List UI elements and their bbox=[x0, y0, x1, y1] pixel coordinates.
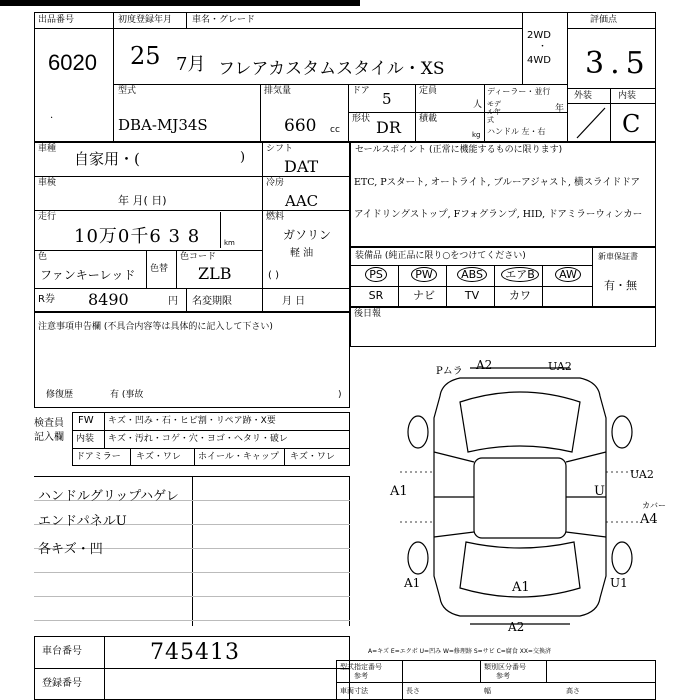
use-close: ) bbox=[240, 150, 246, 165]
interior-value: C bbox=[622, 110, 641, 138]
width-label: 幅 bbox=[484, 687, 491, 695]
mark-top-left: Pムラ bbox=[436, 366, 463, 377]
model-label: 車名・グレード bbox=[192, 15, 256, 25]
mirror-label: ドアミラー bbox=[76, 452, 121, 462]
first-reg-month: 7月 bbox=[176, 54, 206, 75]
equipment-abs: ABS bbox=[448, 268, 496, 282]
equipment-pw: PW bbox=[400, 268, 448, 282]
drive-2wd: 2WD bbox=[527, 30, 551, 41]
handle-label: ハンドル 左・右 bbox=[487, 127, 546, 136]
fuel-value: ガソリン bbox=[283, 228, 332, 242]
wheel-text: キズ・ワレ bbox=[290, 452, 335, 462]
mark-right3: A4 bbox=[640, 512, 658, 527]
new-car-value: 有・無 bbox=[604, 279, 637, 292]
recycle-value: 8490 bbox=[88, 290, 129, 309]
shift-label: シフト bbox=[266, 144, 294, 154]
equipment-tv: TV bbox=[464, 289, 480, 302]
equipment-ps: PS bbox=[352, 268, 400, 282]
shape-value: DR bbox=[376, 118, 401, 137]
equipment-divider bbox=[446, 265, 447, 307]
mark-bottom-left: A1 bbox=[404, 576, 421, 590]
legend: A=キズ E=エクボ U=凹み W=修理跡 S=サビ C=腐食 XX=交換済 bbox=[368, 648, 551, 655]
chassis-label: 車台番号 bbox=[42, 646, 82, 657]
interior-ins-text: キズ・汚れ・コゲ・穴・ヨゴ・ヘタリ・破レ bbox=[108, 434, 288, 444]
mileage-unit: km bbox=[224, 239, 235, 247]
interior-ins-label: 内装 bbox=[76, 434, 95, 444]
equipment-sr: SR bbox=[368, 289, 384, 302]
mileage-label: 走行 bbox=[38, 212, 57, 222]
chassis-value: 745413 bbox=[150, 640, 240, 665]
length-label: 長さ bbox=[406, 687, 420, 695]
inspection-value: 年 月( 日) bbox=[118, 194, 167, 207]
type-cert-sub: 参考 bbox=[354, 672, 368, 680]
equipment-label: 装備品 (純正品に限り○をつけてください) bbox=[355, 251, 526, 261]
shift-value: DAT bbox=[284, 157, 319, 176]
repair-close: ) bbox=[338, 390, 342, 400]
fuel-label: 燃料 bbox=[266, 212, 285, 222]
color-code-value: ZLB bbox=[198, 264, 232, 283]
fuel-paren: ( ) bbox=[268, 270, 279, 281]
capacity-label: 定員 bbox=[419, 86, 438, 96]
displacement-value: 660 bbox=[284, 116, 317, 136]
banner bbox=[0, 0, 360, 6]
lot-number: 6020 bbox=[48, 50, 97, 75]
mirror-text: キズ・ワレ bbox=[136, 452, 181, 462]
model-year-label: モデル年式 bbox=[487, 100, 501, 124]
equipment-カワ: カワ bbox=[509, 289, 531, 302]
recycle-unit: 円 bbox=[168, 296, 178, 307]
repair-value: 有 (事故 bbox=[110, 390, 144, 400]
displacement-label: 排気量 bbox=[264, 86, 292, 96]
category-label: 類別区分番号 bbox=[484, 663, 526, 671]
exterior-slash bbox=[575, 106, 607, 140]
repair-label: 修復歴 bbox=[46, 390, 74, 400]
capacity-unit: 人 bbox=[473, 100, 483, 110]
recycle-label: R券 bbox=[38, 294, 55, 305]
ac-label: 冷房 bbox=[266, 178, 285, 188]
model-value: フレアカスタムスタイル・XS bbox=[218, 59, 445, 79]
mark-right1: UA2 bbox=[630, 468, 654, 481]
ac-value: AAC bbox=[285, 192, 319, 210]
size-label: 車両寸法 bbox=[340, 687, 368, 695]
sales-line2: アイドリングストップ, Fフォグランプ, HID, ドアミラーウィンカー bbox=[354, 209, 643, 220]
interior-label: 内装 bbox=[618, 91, 637, 101]
inspection-label: 車検 bbox=[38, 178, 57, 188]
fw-text: キズ・凹み・石・ヒビ割・リペア跡・X要 bbox=[108, 416, 276, 426]
equipment-divider bbox=[542, 265, 543, 307]
sales-box bbox=[350, 142, 656, 247]
fw-label: FW bbox=[78, 415, 94, 426]
equipment-ナビ: ナビ bbox=[413, 289, 435, 302]
color-change-label: 色替 bbox=[150, 264, 169, 274]
new-car-label: 新車保証書 bbox=[598, 252, 638, 261]
mark-right-mid: U bbox=[594, 484, 605, 499]
mark-bottom-right: U1 bbox=[610, 576, 628, 590]
displacement-unit: cc bbox=[330, 125, 340, 135]
reg-label: 登録番号 bbox=[42, 678, 82, 689]
height-label: 高さ bbox=[566, 687, 580, 695]
mark-top-a: A2 bbox=[476, 358, 493, 372]
equipment-エアb: エアB bbox=[496, 268, 544, 282]
lot-label: 出品番号 bbox=[38, 15, 75, 25]
note-rule bbox=[34, 572, 350, 573]
score-label: 評価点 bbox=[590, 15, 618, 25]
door-value: 5 bbox=[382, 90, 392, 108]
load-label: 積載 bbox=[419, 114, 438, 124]
equipment-divider bbox=[398, 265, 399, 307]
category-sub: 参考 bbox=[496, 672, 510, 680]
exterior-label: 外装 bbox=[574, 91, 593, 101]
lot-dot: . bbox=[50, 110, 54, 121]
color-label: 色 bbox=[38, 252, 48, 262]
insurance-value: 月 日 bbox=[282, 296, 306, 307]
note-line-2: エンドパネルU bbox=[38, 514, 127, 529]
load-unit: kg bbox=[472, 131, 481, 139]
door-label: ドア bbox=[352, 86, 370, 96]
type-value: DBA-MJ34S bbox=[118, 116, 208, 134]
mark-left: A1 bbox=[390, 484, 408, 499]
mark-top-right: UA2 bbox=[548, 360, 572, 373]
light-oil: 軽 油 bbox=[290, 248, 314, 259]
insurance-label: 名変期限 bbox=[192, 296, 232, 307]
color-value: ファンキーレッド bbox=[40, 268, 136, 282]
model-year-unit: 年 bbox=[555, 104, 565, 114]
dealer-label: ディーラー・並行 bbox=[487, 87, 551, 96]
sales-label: セールスポイント (正常に機能するものに限ります) bbox=[355, 145, 563, 155]
inspector-label2: 記入欄 bbox=[34, 432, 64, 443]
mark-bottom-mid: A1 bbox=[512, 580, 530, 595]
mark-right2: カバー bbox=[642, 501, 666, 510]
later-box bbox=[350, 307, 656, 347]
type-cert-label: 型式指定番号 bbox=[340, 663, 382, 671]
note-line-1: ハンドルグリップハゲレ bbox=[38, 489, 179, 504]
later-label: 後日報 bbox=[354, 309, 382, 319]
score-value: 3.5 bbox=[585, 46, 651, 81]
note-rule bbox=[34, 596, 350, 597]
mark-bottom: A2 bbox=[508, 620, 525, 634]
note-line-3: 各キズ・凹 bbox=[38, 542, 103, 557]
drive-4wd: 4WD bbox=[527, 55, 551, 66]
inspector-label1: 検査員 bbox=[34, 418, 64, 429]
first-reg-label: 初度登録年月 bbox=[118, 15, 173, 25]
sales-line1: ETC, Pスタート, オートライト, ブルーアジャスト, 横スライドドア bbox=[354, 177, 640, 188]
shape-label: 形状 bbox=[352, 114, 371, 124]
note-rule bbox=[34, 620, 350, 621]
drive-dot: ・ bbox=[538, 42, 548, 52]
equipment-divider bbox=[494, 265, 495, 307]
use-value: 自家用・( bbox=[74, 150, 140, 168]
color-code-label: 色コード bbox=[180, 252, 217, 262]
mileage-value: 10万0千6 3 8 bbox=[74, 226, 201, 247]
first-reg-year: 25 bbox=[130, 42, 161, 70]
use-label: 車種 bbox=[38, 144, 57, 154]
wheel-label: ホイール・キャップ bbox=[198, 452, 279, 462]
notes-label: 注意事項申告欄 (不具合内容等は具体的に記入して下さい) bbox=[38, 322, 273, 332]
equipment-aw: AW bbox=[544, 268, 592, 282]
type-label: 型式 bbox=[118, 86, 137, 96]
